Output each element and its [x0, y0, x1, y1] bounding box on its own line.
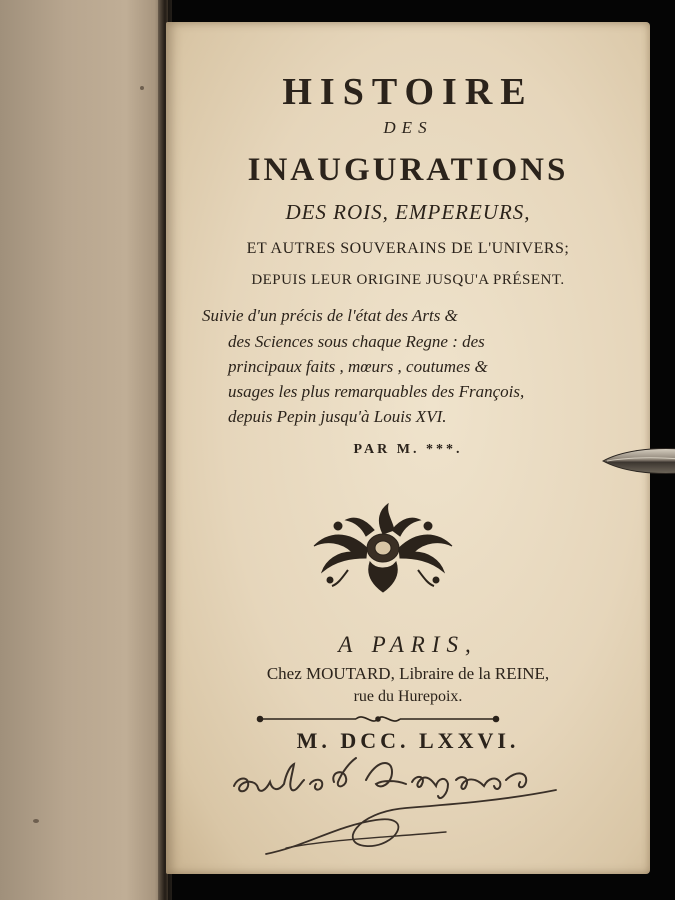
subtitle-souverains: ET AUTRES SOUVERAINS DE L'UNIVERS; — [246, 240, 570, 257]
metal-bookmark-icon — [601, 443, 675, 479]
description-line: des Sciences sous chaque Regne : des — [228, 332, 485, 351]
description-line: Suivie d'un précis de l'état des Arts & — [202, 306, 458, 325]
title-page — [166, 22, 650, 874]
imprint-city: A PARIS, — [338, 632, 478, 657]
author-line: PAR M. ***. — [353, 442, 463, 457]
imprint-address: rue du Hurepoix. — [353, 688, 463, 705]
page-speck — [140, 86, 144, 90]
subtitle-origine: DEPUIS LEUR ORIGINE JUSQU'A PRÉSENT. — [251, 272, 565, 288]
ornamental-rule-icon — [256, 712, 500, 726]
subtitle-rois: DES ROIS, EMPEREURS, — [285, 200, 531, 224]
title-des: DES — [383, 118, 433, 137]
handwritten-signature — [226, 750, 586, 860]
description-line: depuis Pepin jusqu'à Louis XVI. — [228, 407, 447, 426]
left-page — [0, 0, 168, 900]
imprint-publisher: Chez MOUTARD, Libraire de la REINE, — [266, 664, 550, 683]
imprint-date: M. DCC. LXXVI. — [296, 728, 520, 753]
description-line: principaux faits , mœurs , coutumes & — [228, 357, 488, 376]
title-inaugurations: INAUGURATIONS — [247, 152, 569, 188]
floral-vignette-icon — [308, 500, 458, 596]
title-histoire: HISTOIRE — [282, 71, 534, 113]
description-line: usages les plus remarquables des François, — [228, 382, 525, 401]
page-speck — [32, 818, 40, 824]
